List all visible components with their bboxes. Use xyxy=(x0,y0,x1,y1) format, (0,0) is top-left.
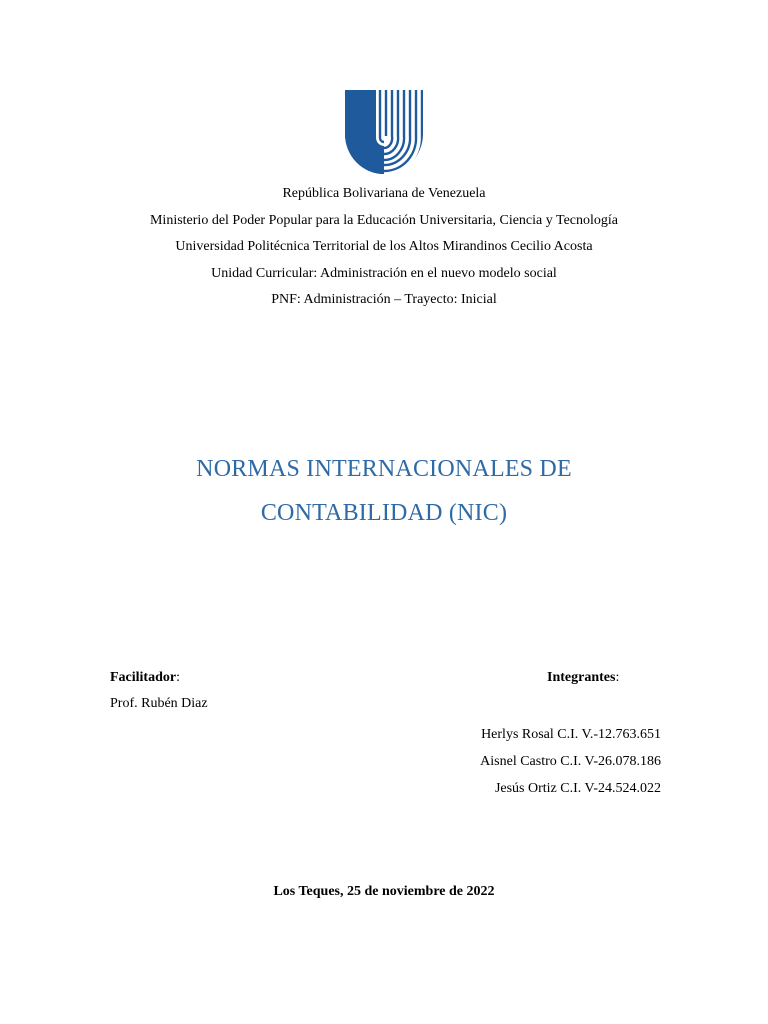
facilitator-label-text: Facilitador xyxy=(110,670,177,685)
university-logo-icon xyxy=(343,90,425,176)
facilitator-label-colon: : xyxy=(176,670,180,685)
members-list xyxy=(480,721,661,802)
members-label-text: Integrantes xyxy=(547,670,616,685)
header-ministry: Ministerio del Poder Popular para la Educación Universitaria, Ciencia y Tecnología xyxy=(149,212,618,228)
member-item: Jesús Ortiz C.I. V-24.524.022 xyxy=(494,781,661,796)
facilitator-label xyxy=(110,669,180,687)
place-and-date: Los Teques, 25 de noviembre de 2022 xyxy=(273,884,495,899)
institution-header xyxy=(0,181,768,314)
header-country: República Bolivariana de Venezuela xyxy=(282,186,486,201)
header-course-unit: Unidad Curricular: Administración en el nuevo modelo social xyxy=(211,265,557,281)
title-line-1: NORMAS INTERNACIONALES DE xyxy=(196,456,572,482)
member-item: Herlys Rosal C.I. V.-12.763.651 xyxy=(481,727,661,742)
header-program: PNF: Administración – Trayecto: Inicial xyxy=(271,292,497,308)
members-label xyxy=(547,669,619,687)
document-title xyxy=(0,447,768,535)
header-university: Universidad Politécnica Territorial de los Altos Mirandinos Cecilio Acosta xyxy=(175,239,593,255)
title-line-2: CONTABILIDAD (NIC) xyxy=(260,500,508,526)
facilitator-name: Prof. Rubén Diaz xyxy=(110,696,208,711)
members-label-colon: : xyxy=(615,670,620,685)
member-item: Aisnel Castro C.I. V-26.078.186 xyxy=(480,754,661,769)
